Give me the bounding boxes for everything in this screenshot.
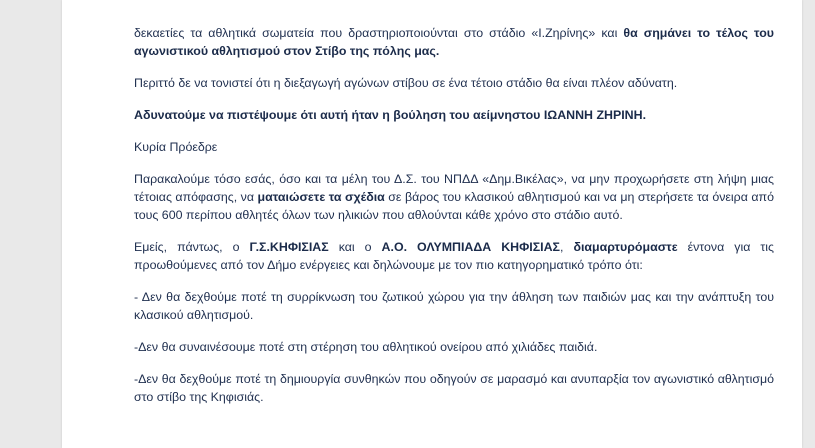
paragraph-2: Περιττό δε να τονιστεί ότι η διεξαγωγή αγώνων στίβου σε ένα τέτοιο στάδιο θα είναι πλέον αδύνατη. (134, 76, 678, 90)
paragraph-1 (134, 24, 774, 60)
paragraph-6-club-1: Γ.Σ.ΚΗΦΙΣΙΑΣ (249, 240, 329, 254)
paragraph-3-bold: Αδυνατούμε να πιστέψουμε ότι αυτή ήταν η βούληση του αείμνηστου ΙΩΑΝΝΗ ΖΗΡΙΝΗ. (134, 108, 647, 122)
paragraph-1-bold: θα σημάνει το τέλος του αγωνιστικού αθλητισμού στον Στίβο της πόλης μας. (134, 26, 774, 58)
paragraph-1-text: δεκαετίες τα αθλητικά σωματεία που δραστηριοποιούνται στο στάδιο «Ι.Ζηρίνης» και (134, 26, 624, 40)
document-page (62, 0, 802, 448)
paragraph-6-text-a: Εμείς, πάντως, ο (134, 240, 250, 254)
paragraph-5 (134, 170, 774, 224)
paragraph-7: - Δεν θα δεχθούμε ποτέ τη συρρίκνωση του ζωτικού χώρου για την άθληση των παιδιών μας και την ανάπτυξη του κλασικού αθλητισμού. (134, 290, 774, 322)
paragraph-6-text-e: , (560, 240, 574, 254)
paragraph-5-bold: ματαιώσετε τα σχέδια (257, 190, 385, 204)
paragraph-6-text-c: και ο (328, 240, 382, 254)
paragraph-9: -Δεν θα δεχθούμε ποτέ τη δημιουργία συνθηκών που οδηγούν σε μαρασμό και ανυπαρξία τον αγωνιστικό αθλητισμό στο στίβο της Κηφισιάς. (134, 372, 774, 404)
paragraph-6-bold-protest: διαμαρτυρόμαστε (573, 240, 678, 254)
paragraph-5-text-a: Παρακαλούμε τόσο εσάς, όσο και τα μέλη του Δ.Σ. του ΝΠΔΔ «Δημ.Βικέλας», να μην προχωρήσετε στη λήψη μιας τέτοιας απόφασης, να (134, 172, 774, 204)
paragraph-6-text-g: έντονα για τις προωθούμενες από τον Δήμο ενέργειες και δηλώνουμε με τον πιο κατηγορηματικό τρόπο ότι: (134, 240, 774, 272)
salutation: Κυρία Πρόεδρε (134, 140, 218, 154)
paragraph-8: -Δεν θα συναινέσουμε ποτέ στη στέρηση του αθλητικού ονείρου από χιλιάδες παιδιά. (134, 340, 598, 354)
paragraph-3 (134, 106, 774, 124)
paragraph-5-text-c: σε βάρος του κλασικού αθλητισμού και να μη στερήσετε τα όνειρα από τους 600 περίπου αθλητές όλων των ηλικιών που αθλούνται κάθε χρόνο στο στάδιο αυτό. (134, 190, 774, 222)
document-body (134, 24, 774, 420)
paragraph-6-club-2: Α.Ο. ΟΛΥΜΠΙΑΔΑ ΚΗΦΙΣΙΑΣ (381, 240, 560, 254)
paragraph-6 (134, 238, 774, 274)
